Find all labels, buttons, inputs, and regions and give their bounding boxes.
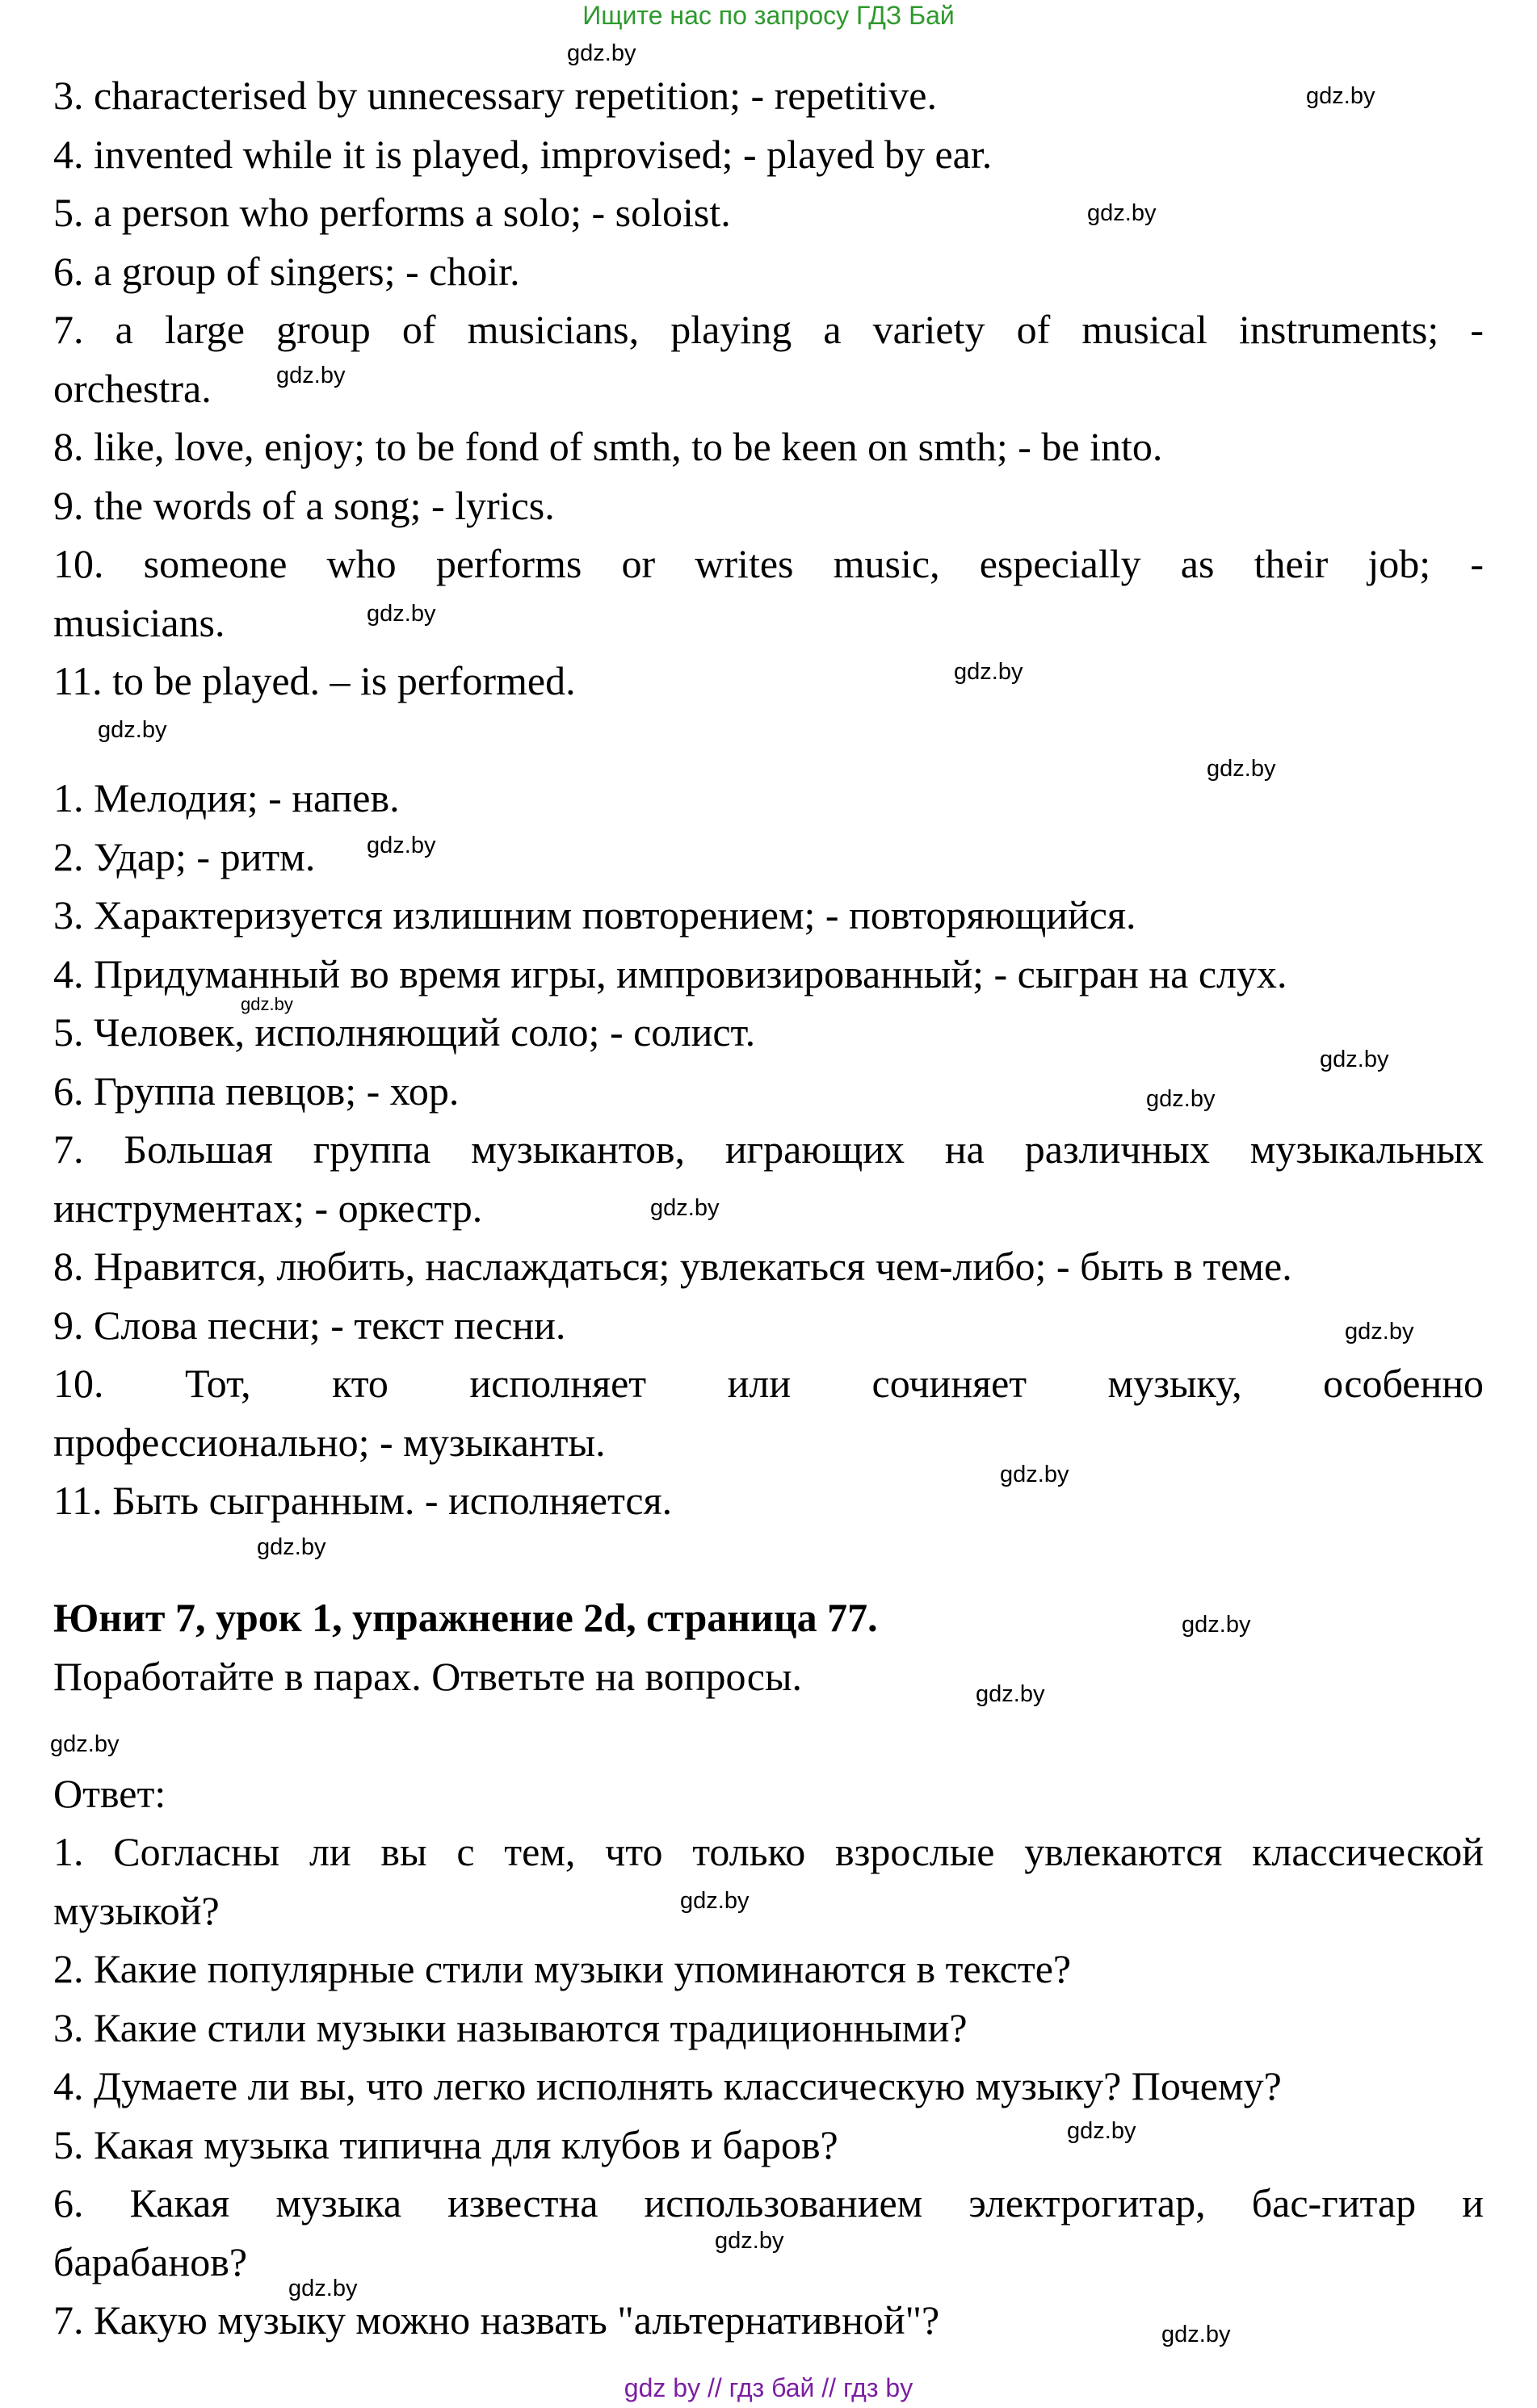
watermark: gdz.by	[288, 2276, 358, 2301]
watermark: gdz.by	[976, 1681, 1045, 1707]
bottom-banner: gdz by // гдз бай // гдз by	[624, 2373, 913, 2402]
watermark: gdz.by	[954, 659, 1023, 685]
russian-def-7-line2: инструментах; - оркестр.	[53, 1185, 483, 1231]
russian-def-6: 6. Группа певцов; - хор.	[53, 1068, 460, 1114]
watermark: gdz.by	[1306, 83, 1375, 109]
watermark: gdz.by	[98, 717, 167, 743]
watermark: gdz.by	[257, 1534, 326, 1560]
russian-def-7-line1: 7. Большая группа музыкантов, играющих на различных музыкальных	[53, 1126, 1484, 1172]
english-def-9: 9. the words of a song; - lyrics.	[53, 482, 555, 528]
russian-def-4: 4. Придуманный во время игры, импровизированный; - сыгран на слух.	[53, 950, 1287, 996]
russian-def-9: 9. Слова песни; - текст песни.	[53, 1302, 566, 1348]
watermark: gdz.by	[1345, 1319, 1414, 1345]
exercise-title: Юнит 7, урок 1, упражнение 2d, страница 77.	[53, 1595, 878, 1640]
english-def-10-line1: 10. someone who performs or writes music, especially as their job; -	[53, 541, 1484, 586]
english-def-6: 6. a group of singers; - choir.	[53, 248, 520, 294]
english-def-7-line1: 7. a large group of musicians, playing a variety of musical instruments; -	[53, 307, 1484, 352]
watermark: gdz.by	[276, 363, 346, 388]
english-def-10-line2: musicians.	[53, 599, 225, 645]
english-def-11: 11. to be played. – is performed.	[53, 658, 576, 703]
watermark: gdz.by	[367, 833, 436, 858]
watermark: gdz.by	[1320, 1047, 1389, 1072]
answer-label: Ответ:	[53, 1770, 166, 1816]
english-def-8: 8. like, love, enjoy; to be fond of smth, to be keen on smth; - be into.	[53, 424, 1163, 469]
english-def-4: 4. invented while it is played, improvised; - played by ear.	[53, 131, 993, 177]
watermark: gdz.by	[567, 40, 636, 66]
russian-def-2: 2. Удар; - ритм.	[53, 833, 316, 879]
russian-def-10-line1: 10. Тот, кто исполняет или сочиняет музыку, особенно	[53, 1361, 1484, 1406]
english-def-3: 3. characterised by unnecessary repetition; - repetitive.	[53, 73, 937, 118]
question-1-line1: 1. Согласны ли вы с тем, что только взрослые увлекаются классической	[53, 1829, 1484, 1874]
question-3: 3. Какие стили музыки называются традиционными?	[53, 2004, 968, 2050]
russian-def-1: 1. Мелодия; - напев.	[53, 775, 400, 820]
watermark: gdz.by	[241, 994, 293, 1014]
watermark: gdz.by	[1000, 1462, 1069, 1487]
russian-def-5: 5. Человек, исполняющий соло; - солист.	[53, 1009, 756, 1055]
document-body	[53, 66, 1484, 2350]
watermark: gdz.by	[1161, 2322, 1231, 2347]
question-7: 7. Какую музыку можно назвать "альтернативной"?	[53, 2297, 940, 2343]
english-def-7-line2: orchestra.	[53, 365, 212, 411]
watermark: gdz.by	[680, 1888, 750, 1914]
watermark: gdz.by	[1207, 756, 1276, 782]
exercise-instruction: Поработайте в парах. Ответьте на вопросы.	[53, 1653, 803, 1699]
watermark: gdz.by	[715, 2228, 784, 2254]
watermark: gdz.by	[367, 601, 436, 627]
question-6-line1: 6. Какая музыка известна использованием электрогитар, бас-гитар и	[53, 2180, 1484, 2226]
russian-def-10-line2: профессионально; - музыканты.	[53, 1419, 606, 1465]
russian-def-11: 11. Быть сыгранным. - исполняется.	[53, 1478, 673, 1523]
question-5: 5. Какая музыка типична для клубов и баров?	[53, 2121, 838, 2167]
question-1-line2: музыкой?	[53, 1887, 220, 1933]
watermark: gdz.by	[1087, 200, 1157, 226]
watermark: gdz.by	[1067, 2118, 1136, 2144]
section-gap	[53, 1705, 1484, 1764]
question-4: 4. Думаете ли вы, что легко исполнять классическую музыку? Почему?	[53, 2063, 1282, 2108]
question-6-line2: барабанов?	[53, 2238, 248, 2284]
watermark: gdz.by	[1146, 1086, 1216, 1112]
english-def-5: 5. a person who performs a solo; - soloist.	[53, 190, 731, 235]
watermark: gdz.by	[650, 1195, 720, 1221]
russian-def-3: 3. Характеризуется излишним повторением; - повторяющийся.	[53, 892, 1136, 938]
top-banner: Ищите нас по запросу ГДЗ Бай	[582, 1, 955, 30]
watermark: gdz.by	[50, 1731, 120, 1757]
watermark: gdz.by	[1182, 1612, 1251, 1638]
question-2: 2. Какие популярные стили музыки упоминаются в тексте?	[53, 1946, 1072, 1991]
russian-def-8: 8. Нравится, любить, наслаждаться; увлекаться чем-либо; - быть в теме.	[53, 1244, 1292, 1289]
